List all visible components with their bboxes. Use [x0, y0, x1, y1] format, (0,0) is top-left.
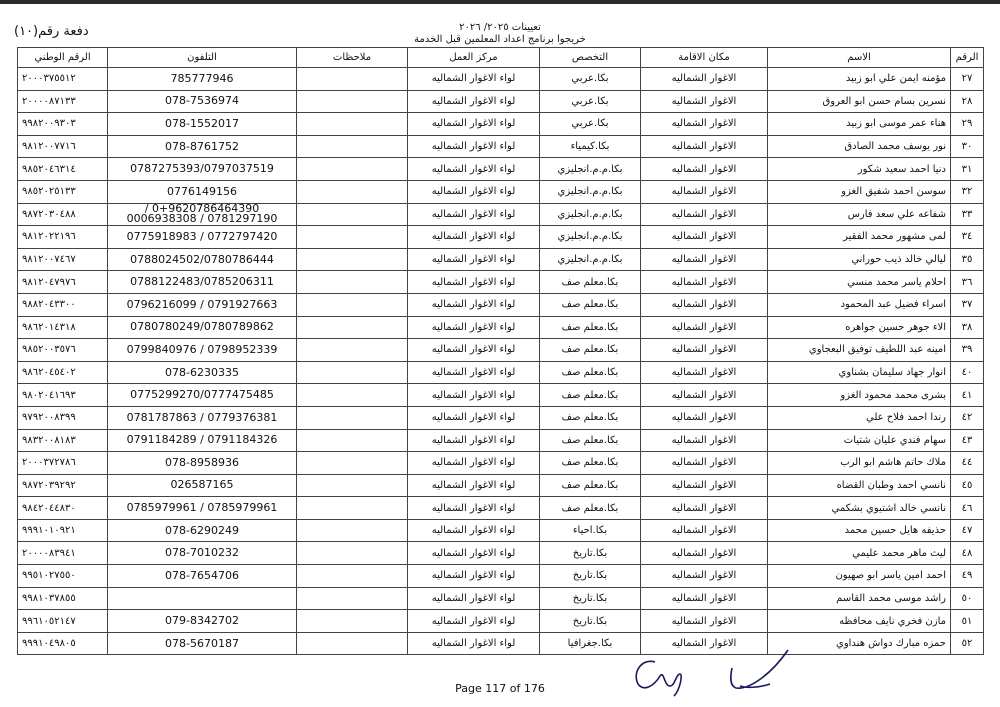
cell-residence: الاغوار الشماليه	[641, 429, 768, 452]
cell-specialty: بكا.عربي	[540, 90, 641, 113]
cell-notes	[297, 180, 408, 203]
cell-residence: الاغوار الشماليه	[641, 474, 768, 497]
cell-num: ٤٨	[951, 542, 984, 565]
cell-specialty: بكا.معلم صف	[540, 384, 641, 407]
cell-num: ٣٨	[951, 316, 984, 339]
cell-workplace: لواء الاغوار الشماليه	[408, 361, 540, 384]
cell-name: امينه عبد اللطيف توفيق البعجاوي	[768, 339, 951, 362]
cell-name: دنيا احمد سعيد شكور	[768, 158, 951, 181]
cell-num: ٤١	[951, 384, 984, 407]
cell-specialty: بكا.معلم صف	[540, 316, 641, 339]
cell-name: احلام ياسر محمد منسي	[768, 271, 951, 294]
header-phone: التلفون	[108, 48, 297, 68]
table-row	[18, 135, 984, 158]
cell-notes	[297, 135, 408, 158]
cell-specialty: بكا.تاريخ	[540, 587, 641, 610]
cell-notes	[297, 429, 408, 452]
cell-specialty: بكا.معلم صف	[540, 497, 641, 520]
cell-residence: الاغوار الشماليه	[641, 632, 768, 655]
cell-phone: 0776149156	[108, 180, 297, 203]
cell-phone	[108, 587, 297, 610]
cell-notes	[297, 339, 408, 362]
cell-notes	[297, 406, 408, 429]
cell-notes	[297, 452, 408, 475]
cell-num: ٢٩	[951, 113, 984, 136]
cell-specialty: بكا.معلم صف	[540, 452, 641, 475]
cell-national: ٩٨٧٢٠٣٩٢٩٢	[18, 474, 108, 497]
title-appointments: تعيينات ٢٠٢٥/ ٢٠٢٦	[459, 22, 541, 33]
appointments-table	[17, 47, 984, 655]
cell-workplace: لواء الاغوار الشماليه	[408, 135, 540, 158]
cell-notes	[297, 158, 408, 181]
cell-national: ٩٨٨٢٠٤٣٣٠٠	[18, 293, 108, 316]
header-national-id: الرقم الوطني	[18, 48, 108, 68]
table-row	[18, 610, 984, 633]
cell-workplace: لواء الاغوار الشماليه	[408, 406, 540, 429]
cell-national: ٢٠٠٠٠٨٧١٣٣	[18, 90, 108, 113]
cell-national: ٩٨١٢٠٤٧٩٧٦	[18, 271, 108, 294]
cell-specialty: بكا.عربي	[540, 113, 641, 136]
cell-residence: الاغوار الشماليه	[641, 68, 768, 91]
cell-national: ٩٨١٢٠٠٧٧١٦	[18, 135, 108, 158]
cell-notes	[297, 565, 408, 588]
cell-notes	[297, 113, 408, 136]
cell-residence: الاغوار الشماليه	[641, 271, 768, 294]
cell-num: ٤٩	[951, 565, 984, 588]
cell-phone: 0+9620786464390 / 0781297190 / 0006938308	[108, 203, 297, 226]
cell-residence: الاغوار الشماليه	[641, 519, 768, 542]
cell-residence: الاغوار الشماليه	[641, 361, 768, 384]
table-row	[18, 68, 984, 91]
cell-name: لمى مشهور محمد الفقير	[768, 226, 951, 249]
cell-name: حمزه مبارك دواش هنداوي	[768, 632, 951, 655]
cell-workplace: لواء الاغوار الشماليه	[408, 158, 540, 181]
cell-name: نانسي احمد وطبان القضاه	[768, 474, 951, 497]
cell-notes	[297, 226, 408, 249]
cell-num: ٣٢	[951, 180, 984, 203]
cell-notes	[297, 271, 408, 294]
table-row	[18, 587, 984, 610]
cell-workplace: لواء الاغوار الشماليه	[408, 429, 540, 452]
cell-name: الاء جوهر حسين جواهره	[768, 316, 951, 339]
cell-notes	[297, 68, 408, 91]
cell-notes	[297, 519, 408, 542]
cell-phone: 078-7536974	[108, 90, 297, 113]
cell-num: ٥١	[951, 610, 984, 633]
cell-workplace: لواء الاغوار الشماليه	[408, 68, 540, 91]
title-program: خريجوا برنامج اعداد المعلمين قبل الخدمة	[414, 34, 586, 45]
table-row	[18, 565, 984, 588]
cell-phone: 078-8958936	[108, 452, 297, 475]
cell-residence: الاغوار الشماليه	[641, 384, 768, 407]
cell-name: اسراء فضيل عبد المحمود	[768, 293, 951, 316]
cell-specialty: بكا.تاريخ	[540, 542, 641, 565]
cell-notes	[297, 293, 408, 316]
table-row	[18, 293, 984, 316]
cell-notes	[297, 497, 408, 520]
table-row	[18, 113, 984, 136]
cell-notes	[297, 203, 408, 226]
cell-name: مازن فخري نايف محافظه	[768, 610, 951, 633]
table-row	[18, 203, 984, 226]
cell-specialty: بكا.عربي	[540, 68, 641, 91]
table-header-row	[18, 48, 984, 68]
table-row	[18, 406, 984, 429]
cell-residence: الاغوار الشماليه	[641, 316, 768, 339]
cell-workplace: لواء الاغوار الشماليه	[408, 293, 540, 316]
cell-notes	[297, 90, 408, 113]
page-number: Page 117 of 176	[455, 682, 545, 695]
cell-phone: 0788024502/0780786444	[108, 248, 297, 271]
cell-num: ٤٢	[951, 406, 984, 429]
cell-residence: الاغوار الشماليه	[641, 226, 768, 249]
cell-num: ٤٤	[951, 452, 984, 475]
table-row	[18, 542, 984, 565]
table-row	[18, 361, 984, 384]
cell-name: ليث ماهر محمد عليمي	[768, 542, 951, 565]
cell-specialty: بكا.معلم صف	[540, 271, 641, 294]
cell-national: ٩٨٦٢٠٤٥٤٠٢	[18, 361, 108, 384]
cell-notes	[297, 474, 408, 497]
cell-num: ٢٧	[951, 68, 984, 91]
cell-workplace: لواء الاغوار الشماليه	[408, 610, 540, 633]
cell-name: نانسي خالد اشتيوي بشكمي	[768, 497, 951, 520]
cell-num: ٣٥	[951, 248, 984, 271]
cell-workplace: لواء الاغوار الشماليه	[408, 90, 540, 113]
cell-name: شفاعه علي سعد فارس	[768, 203, 951, 226]
cell-phone: 0798952339 / 0799840976	[108, 339, 297, 362]
cell-specialty: بكا.م.م.انجليزي	[540, 158, 641, 181]
cell-phone: 078-6230335	[108, 361, 297, 384]
cell-phone: 078-6290249	[108, 519, 297, 542]
cell-num: ٤٦	[951, 497, 984, 520]
cell-national: ٩٧٩٢٠٠٨٣٩٩	[18, 406, 108, 429]
cell-workplace: لواء الاغوار الشماليه	[408, 474, 540, 497]
batch-number: دفعة رقم(١٠)	[14, 24, 89, 39]
top-border	[0, 0, 1000, 4]
cell-notes	[297, 587, 408, 610]
cell-phone: 0787275393/0797037519	[108, 158, 297, 181]
cell-name: رندا احمد فلاح علي	[768, 406, 951, 429]
cell-num: ٤٧	[951, 519, 984, 542]
cell-num: ٣٧	[951, 293, 984, 316]
cell-workplace: لواء الاغوار الشماليه	[408, 316, 540, 339]
cell-specialty: بكا.معلم صف	[540, 474, 641, 497]
cell-specialty: بكا.م.م.انجليزي	[540, 203, 641, 226]
cell-workplace: لواء الاغوار الشماليه	[408, 519, 540, 542]
cell-phone: 078-8761752	[108, 135, 297, 158]
cell-workplace: لواء الاغوار الشماليه	[408, 180, 540, 203]
cell-national: ٩٨٣٢٠٠٨١٨٣	[18, 429, 108, 452]
cell-national: ٩٨١٢٠٢٢١٩٦	[18, 226, 108, 249]
cell-specialty: بكا.م.م.انجليزي	[540, 226, 641, 249]
table-row	[18, 632, 984, 655]
table-row	[18, 519, 984, 542]
cell-workplace: لواء الاغوار الشماليه	[408, 452, 540, 475]
cell-name: انوار جهاد سليمان بشناوي	[768, 361, 951, 384]
cell-notes	[297, 542, 408, 565]
cell-notes	[297, 632, 408, 655]
cell-name: بشرى محمد محمود الغزو	[768, 384, 951, 407]
cell-residence: الاغوار الشماليه	[641, 406, 768, 429]
cell-residence: الاغوار الشماليه	[641, 203, 768, 226]
cell-workplace: لواء الاغوار الشماليه	[408, 497, 540, 520]
cell-specialty: بكا.معلم صف	[540, 339, 641, 362]
cell-national: ٩٩٩١٠١٠٩٢١	[18, 519, 108, 542]
cell-workplace: لواء الاغوار الشماليه	[408, 565, 540, 588]
table-row	[18, 339, 984, 362]
cell-num: ٥٠	[951, 587, 984, 610]
cell-workplace: لواء الاغوار الشماليه	[408, 248, 540, 271]
cell-national: ٩٩٨١٠٣٧٨٥٥	[18, 587, 108, 610]
cell-phone: 0772797420 / 0775918983	[108, 226, 297, 249]
cell-num: ٣٣	[951, 203, 984, 226]
cell-national: ٩٨٥٢٠٠٣٥٧٦	[18, 339, 108, 362]
cell-phone: 079-8342702	[108, 610, 297, 633]
cell-notes	[297, 384, 408, 407]
cell-notes	[297, 361, 408, 384]
cell-phone: 0785979961 / 0785979961	[108, 497, 297, 520]
cell-workplace: لواء الاغوار الشماليه	[408, 339, 540, 362]
table-row	[18, 271, 984, 294]
table-row	[18, 429, 984, 452]
table-body	[18, 68, 984, 655]
cell-phone: 0788122483/0785206311	[108, 271, 297, 294]
cell-num: ٤٥	[951, 474, 984, 497]
cell-name: نسرين بسام حسن ابو العروق	[768, 90, 951, 113]
cell-name: سوسن احمد شفيق الغزو	[768, 180, 951, 203]
cell-specialty: بكا.م.م.انجليزي	[540, 248, 641, 271]
cell-phone: 785777946	[108, 68, 297, 91]
cell-notes	[297, 610, 408, 633]
cell-residence: الاغوار الشماليه	[641, 135, 768, 158]
cell-phone: 0791927663 / 0796216099	[108, 293, 297, 316]
cell-num: ٣٠	[951, 135, 984, 158]
cell-phone: 078-5670187	[108, 632, 297, 655]
cell-national: ٩٨١٢٠٠٧٤٦٧	[18, 248, 108, 271]
cell-name: نور يوسف محمد الصادق	[768, 135, 951, 158]
table-row	[18, 158, 984, 181]
cell-national: ٩٩٦١٠٥٢١٤٧	[18, 610, 108, 633]
cell-phone: 0775299270/0777475485	[108, 384, 297, 407]
cell-workplace: لواء الاغوار الشماليه	[408, 384, 540, 407]
cell-phone: 0791184326 / 0791184289	[108, 429, 297, 452]
cell-phone: 078-1552017	[108, 113, 297, 136]
cell-num: ٤٠	[951, 361, 984, 384]
cell-num: ٣٩	[951, 339, 984, 362]
cell-num: ٣٦	[951, 271, 984, 294]
table-row	[18, 384, 984, 407]
cell-workplace: لواء الاغوار الشماليه	[408, 271, 540, 294]
table-row	[18, 474, 984, 497]
cell-residence: الاغوار الشماليه	[641, 542, 768, 565]
header-num: الرقم	[951, 48, 984, 68]
cell-residence: الاغوار الشماليه	[641, 587, 768, 610]
cell-workplace: لواء الاغوار الشماليه	[408, 113, 540, 136]
header-residence: مكان الاقامة	[641, 48, 768, 68]
table-row	[18, 226, 984, 249]
document-title	[300, 22, 700, 46]
cell-phone: 078-7654706	[108, 565, 297, 588]
cell-name: ملاك حاتم هاشم ابو الرب	[768, 452, 951, 475]
cell-national: ٩٨٤٢٠٤٤٨٣٠	[18, 497, 108, 520]
cell-name: حذيفه هايل حسين محمد	[768, 519, 951, 542]
cell-national: ٢٠٠٠٣٧٥٥١٢	[18, 68, 108, 91]
cell-residence: الاغوار الشماليه	[641, 339, 768, 362]
cell-num: ٢٨	[951, 90, 984, 113]
cell-name: راشد موسى محمد القاسم	[768, 587, 951, 610]
cell-residence: الاغوار الشماليه	[641, 610, 768, 633]
cell-notes	[297, 248, 408, 271]
cell-national: ٩٨٧٢٠٣٠٤٨٨	[18, 203, 108, 226]
table-row	[18, 497, 984, 520]
header-name: الاسم	[768, 48, 951, 68]
cell-name: مؤمنه ايمن علي ابو زبيد	[768, 68, 951, 91]
cell-workplace: لواء الاغوار الشماليه	[408, 587, 540, 610]
cell-residence: الاغوار الشماليه	[641, 113, 768, 136]
cell-name: هناء عمر موسى ابو زبيد	[768, 113, 951, 136]
cell-residence: الاغوار الشماليه	[641, 248, 768, 271]
cell-workplace: لواء الاغوار الشماليه	[408, 226, 540, 249]
cell-specialty: بكا.معلم صف	[540, 429, 641, 452]
cell-residence: الاغوار الشماليه	[641, 565, 768, 588]
cell-national: ٩٩٥١٠٢٧٥٥٠	[18, 565, 108, 588]
cell-num: ٥٢	[951, 632, 984, 655]
cell-specialty: بكا.تاريخ	[540, 565, 641, 588]
cell-workplace: لواء الاغوار الشماليه	[408, 203, 540, 226]
cell-national: ٢٠٠٠٣٧٢٧٨٦	[18, 452, 108, 475]
cell-specialty: بكا.م.م.انجليزي	[540, 180, 641, 203]
cell-notes	[297, 316, 408, 339]
cell-workplace: لواء الاغوار الشماليه	[408, 632, 540, 655]
cell-phone: 0780780249/0780789862	[108, 316, 297, 339]
cell-specialty: بكا.معلم صف	[540, 293, 641, 316]
cell-specialty: بكا.معلم صف	[540, 406, 641, 429]
table-row	[18, 248, 984, 271]
cell-phone: 078-7010232	[108, 542, 297, 565]
cell-residence: الاغوار الشماليه	[641, 90, 768, 113]
header-notes: ملاحظات	[297, 48, 408, 68]
cell-num: ٣١	[951, 158, 984, 181]
cell-residence: الاغوار الشماليه	[641, 452, 768, 475]
cell-residence: الاغوار الشماليه	[641, 293, 768, 316]
cell-phone: 026587165	[108, 474, 297, 497]
cell-specialty: بكا.جغرافيا	[540, 632, 641, 655]
cell-num: ٣٤	[951, 226, 984, 249]
cell-specialty: بكا.تاريخ	[540, 610, 641, 633]
table-row	[18, 316, 984, 339]
cell-num: ٤٣	[951, 429, 984, 452]
cell-national: ٩٨٥٢٠٢٥١٣٣	[18, 180, 108, 203]
cell-name: ليالي خالد ذيب حوراني	[768, 248, 951, 271]
header-specialty: التخصص	[540, 48, 641, 68]
cell-national: ٩٩٩١٠٤٩٨٠٥	[18, 632, 108, 655]
cell-national: ٢٠٠٠٠٨٣٩٤١	[18, 542, 108, 565]
cell-specialty: بكا.معلم صف	[540, 361, 641, 384]
table-row	[18, 90, 984, 113]
cell-phone: 0779376381 / 0781787863	[108, 406, 297, 429]
cell-residence: الاغوار الشماليه	[641, 158, 768, 181]
table-row	[18, 452, 984, 475]
cell-residence: الاغوار الشماليه	[641, 497, 768, 520]
table-row	[18, 180, 984, 203]
header-workplace: مركز العمل	[408, 48, 540, 68]
cell-national: ٩٨٠٢٠٤١٦٩٣	[18, 384, 108, 407]
cell-name: سهام فندي عليان شتيات	[768, 429, 951, 452]
cell-name: احمد امين ياسر ابو صهيون	[768, 565, 951, 588]
cell-specialty: بكا.كيمياء	[540, 135, 641, 158]
cell-specialty: بكا.احياء	[540, 519, 641, 542]
cell-national: ٩٩٨٢٠٠٩٣٠٣	[18, 113, 108, 136]
cell-workplace: لواء الاغوار الشماليه	[408, 542, 540, 565]
cell-national: ٩٨٦٢٠١٤٣١٨	[18, 316, 108, 339]
cell-national: ٩٨٥٢٠٤٦٣١٤	[18, 158, 108, 181]
cell-residence: الاغوار الشماليه	[641, 180, 768, 203]
